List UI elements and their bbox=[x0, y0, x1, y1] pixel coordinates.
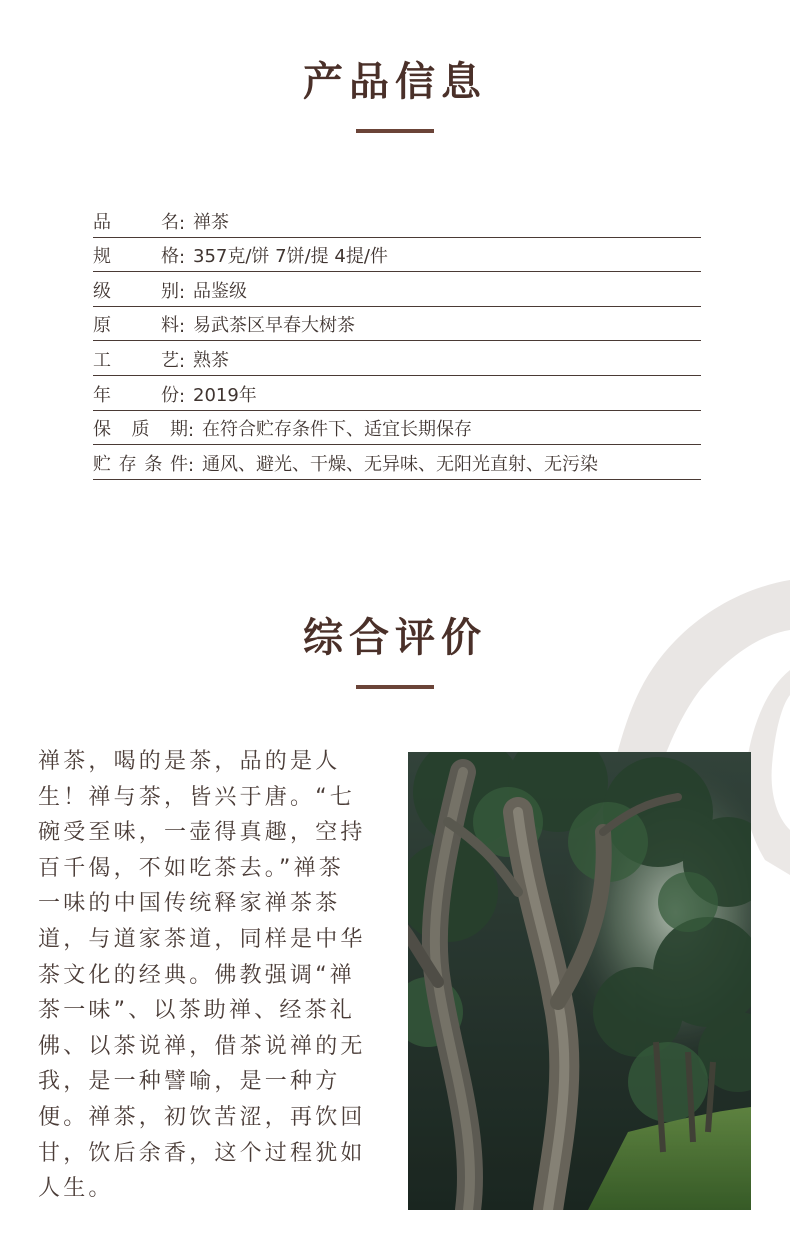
info-separator: : bbox=[179, 247, 186, 269]
review-line: 一味的中国传统释家禅茶茶 bbox=[38, 891, 341, 917]
review-line: 碗受至味，一壶得真趣，空持 bbox=[38, 820, 366, 846]
info-row bbox=[93, 203, 701, 238]
info-label-char: 件 bbox=[169, 453, 188, 475]
review-paragraph bbox=[38, 744, 393, 1207]
info-separator: : bbox=[179, 316, 186, 338]
info-label-char: 质 bbox=[131, 419, 150, 441]
review-line: 道，与道家茶道，同样是中华 bbox=[38, 926, 366, 952]
product-info-table bbox=[93, 203, 701, 480]
info-row bbox=[93, 376, 701, 411]
info-value: 禅茶 bbox=[193, 211, 229, 233]
info-label bbox=[93, 346, 179, 372]
info-separator: : bbox=[188, 420, 195, 442]
info-label-char: 存 bbox=[118, 453, 137, 475]
info-row bbox=[93, 307, 701, 342]
review-line: 佛、以茶说禅，借茶说禅的无 bbox=[38, 1033, 366, 1059]
info-label-char: 规 bbox=[93, 246, 111, 268]
info-label-char: 原 bbox=[93, 315, 111, 337]
info-value: 易武茶区早春大树茶 bbox=[193, 315, 355, 337]
info-separator: : bbox=[188, 454, 195, 476]
info-value: 357克/饼 7饼/提 4提/件 bbox=[193, 246, 388, 268]
info-row bbox=[93, 238, 701, 273]
info-label-char: 期 bbox=[170, 419, 188, 441]
info-label-char: 品 bbox=[93, 211, 111, 233]
review-line: 百千偈，不如吃茶去。”禅茶 bbox=[38, 855, 344, 881]
review-line: 生！禅与茶，皆兴于唐。“七 bbox=[38, 784, 355, 810]
tea-tree-image bbox=[408, 752, 751, 1210]
info-label-char: 贮 bbox=[93, 453, 111, 475]
info-label bbox=[93, 450, 188, 476]
info-label bbox=[93, 208, 179, 234]
info-label bbox=[93, 311, 179, 337]
review-line: 人生。 bbox=[38, 1176, 114, 1202]
info-label bbox=[93, 381, 179, 407]
info-value: 2019年 bbox=[193, 384, 257, 406]
info-label-char: 级 bbox=[93, 280, 111, 302]
info-label bbox=[93, 242, 179, 268]
review-line: 便。禅茶，初饮苦涩，再饮回 bbox=[38, 1104, 366, 1130]
info-label-char: 料 bbox=[161, 315, 179, 337]
info-label-char: 格 bbox=[161, 246, 179, 268]
info-value: 在符合贮存条件下、适宜长期保存 bbox=[202, 419, 472, 441]
info-separator: : bbox=[179, 281, 186, 303]
review-title: 综合评价 bbox=[303, 614, 487, 661]
product-info-title: 产品信息 bbox=[303, 58, 487, 105]
review-line: 茶一味”、以茶助禅、经茶礼 bbox=[38, 998, 355, 1024]
info-row bbox=[93, 272, 701, 307]
info-label-char: 别 bbox=[161, 280, 179, 302]
info-value: 熟茶 bbox=[193, 349, 229, 371]
info-row bbox=[93, 411, 701, 446]
review-line: 甘，饮后余香，这个过程犹如 bbox=[38, 1140, 366, 1166]
info-label-char: 名 bbox=[161, 211, 179, 233]
info-label-char: 艺 bbox=[161, 349, 179, 371]
info-label-char: 保 bbox=[93, 419, 111, 441]
info-value: 品鉴级 bbox=[193, 280, 247, 302]
info-label-char: 工 bbox=[93, 349, 111, 371]
info-separator: : bbox=[179, 350, 186, 372]
info-row bbox=[93, 341, 701, 376]
info-row bbox=[93, 445, 701, 480]
info-label-char: 份 bbox=[161, 384, 179, 406]
review-title-underline bbox=[356, 685, 434, 689]
info-separator: : bbox=[179, 385, 186, 407]
info-value: 通风、避光、干燥、无异味、无阳光直射、无污染 bbox=[202, 453, 598, 475]
info-label bbox=[93, 415, 188, 441]
review-line: 我，是一种譬喻，是一种方 bbox=[38, 1069, 341, 1095]
info-label bbox=[93, 277, 179, 303]
tea-tree-photo bbox=[408, 752, 751, 1210]
info-label-char: 条 bbox=[144, 453, 163, 475]
review-line: 禅茶，喝的是茶，品的是人 bbox=[38, 749, 341, 774]
info-label-char: 年 bbox=[93, 384, 111, 406]
info-separator: : bbox=[179, 212, 186, 234]
review-line: 茶文化的经典。佛教强调“禅 bbox=[38, 962, 355, 988]
product-info-title-underline bbox=[356, 129, 434, 133]
